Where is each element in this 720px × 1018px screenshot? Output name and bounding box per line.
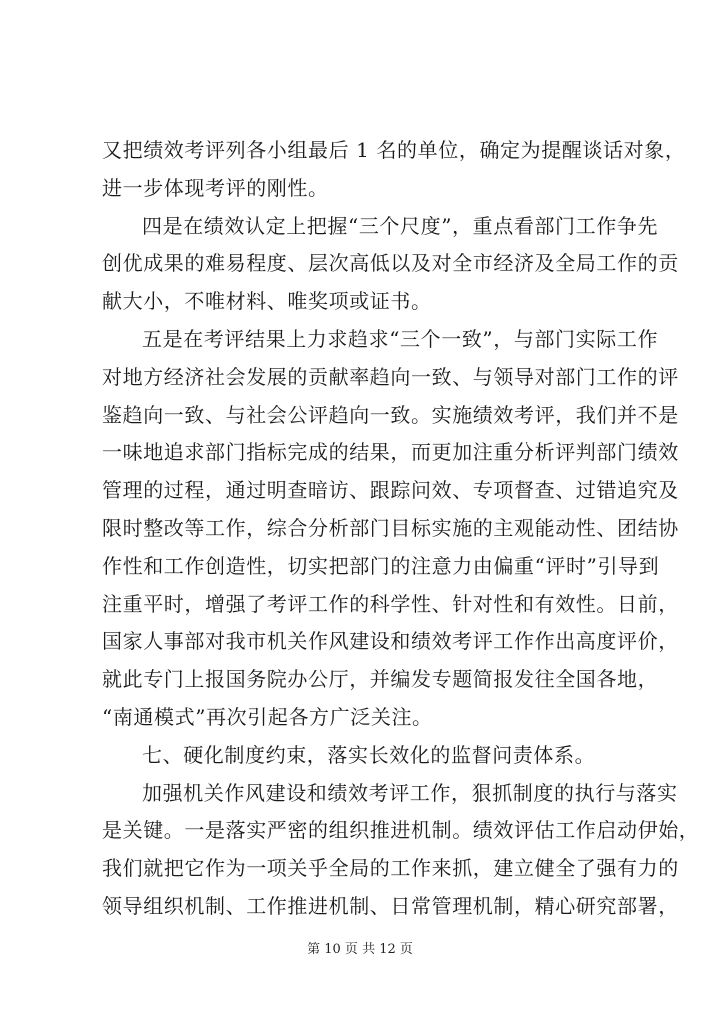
text-line: 管理的过程，通过明查暗访、跟踪问效、专项督查、过错追究及 (102, 478, 679, 503)
text-line: 作性和工作创造性，切实把部门的注意力由偏重“评时”引导到 (102, 553, 660, 578)
text-line: 就此专门上报国务院办公厅，并编发专题简报发往全国各地， (102, 667, 659, 692)
text-line: 鉴趋向一致、与社会公评趋向一致。实施绩效考评，我们并不是 (102, 402, 679, 427)
page-number-footer: 第 10 页 共 12 页 (307, 942, 413, 957)
paragraph-start-line: 四是在绩效认定上把握“三个尺度”，重点看部门工作争先 (142, 213, 659, 238)
text-line: 注重平时，增强了考评工作的科学性、针对性和有效性。日前， (102, 591, 679, 616)
text-line: 我们就把它作为一项关乎全局的工作来抓，建立健全了强有力的 (102, 856, 679, 881)
text-line: 又把绩效考评列各小组最后 1 名的单位，确定为提醒谈话对象， (102, 138, 686, 162)
text-line: 献大小，不唯材料、唯奖项或证书。 (102, 289, 432, 314)
text-line: 领导组织机制、工作推进机制、日常管理机制，精心研究部署， (102, 893, 679, 918)
document-body (102, 132, 700, 926)
text-line: 一味地追求部门指标完成的结果，而更加注重分析评判部门绩效 (102, 440, 679, 465)
paragraph-start-line: 加强机关作风建设和绩效考评工作，狠抓制度的执行与落实 (142, 780, 678, 805)
text-line: 进一步体现考评的刚性。 (102, 175, 329, 200)
text-line: 对地方经济社会发展的贡献率趋向一致、与领导对部门工作的评 (102, 364, 679, 389)
text-line: 限时整改等工作，综合分析部门目标实施的主观能动性、团结协 (102, 515, 679, 540)
text-line: 创优成果的难易程度、层次高低以及对全市经济及全局工作的贡 (102, 251, 679, 276)
text-line: 国家人事部对我市机关作风建设和绩效考评工作作出高度评价， (102, 629, 679, 654)
text-line: 是关键。一是落实严密的组织推进机制。绩效评估工作启动伊始， (102, 818, 700, 843)
section-heading: 七、硬化制度约束，落实长效化的监督问责体系。 (142, 742, 596, 767)
paragraph-start-line: 五是在考评结果上力求趋求“三个一致”，与部门实际工作 (142, 326, 659, 351)
text-line: “南通模式”再次引起各方广泛关注。 (102, 704, 433, 729)
